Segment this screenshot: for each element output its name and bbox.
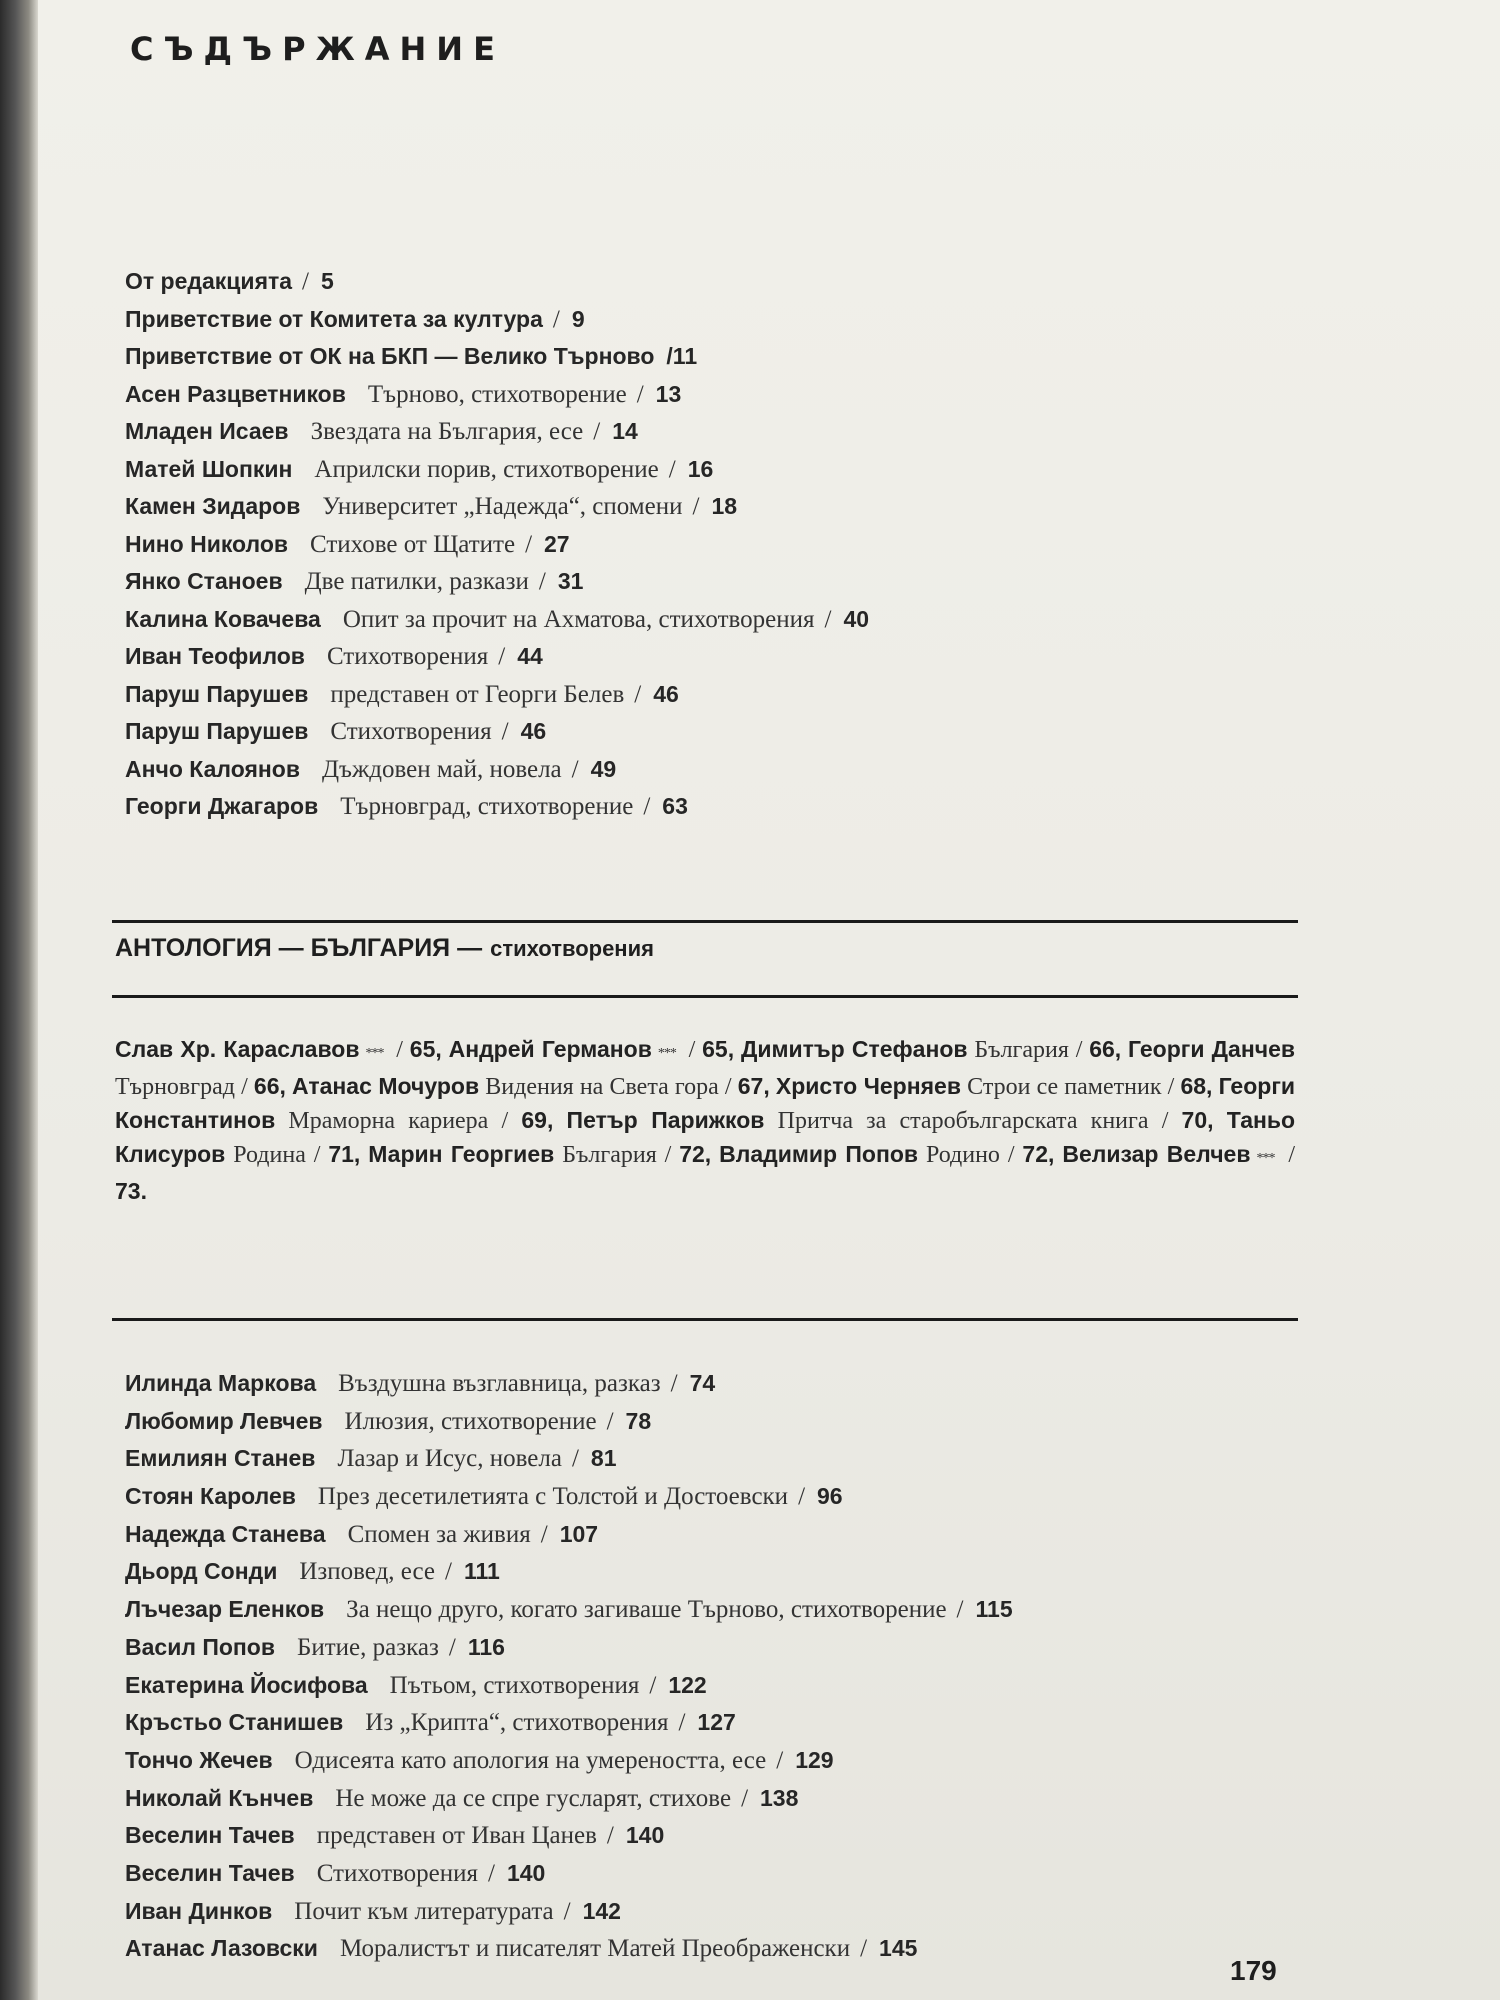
toc-entry [125, 301, 1275, 339]
toc-separator: / [798, 1483, 806, 1511]
toc-author: Паруш Парушев [125, 680, 309, 707]
toc-author: Васил Попов [125, 1633, 275, 1660]
anthology-author: Георги Данчев [1128, 1036, 1296, 1062]
toc-page: 46 [520, 718, 547, 744]
toc-page: 63 [662, 793, 688, 819]
toc-separator: / [445, 1558, 452, 1586]
anthology-entry: Петър Парижков Притча за старобългарската книга / 70, [566, 1107, 1214, 1134]
anthology-work: Родино [925, 1142, 1000, 1168]
toc-separator: / [956, 1596, 964, 1624]
toc-separator: / [776, 1746, 784, 1774]
toc-work: Илюзия, стихотворение [344, 1407, 597, 1435]
anthology-entry: Велизар Велчев *** / 73. [115, 1141, 1296, 1204]
anthology-work: Мраморна кариера [288, 1108, 489, 1134]
page-title: СЪДЪРЖАНИЕ [130, 30, 505, 68]
toc-entry [125, 1440, 1275, 1478]
toc-author: Младен Исаев [125, 418, 289, 444]
toc-entry [125, 1478, 1275, 1516]
toc-separator: / [670, 1370, 678, 1397]
anthology-author: Слав Хр. Караславов [115, 1036, 360, 1062]
toc-separator: / [540, 1520, 548, 1548]
toc-work: Битие, разказ [297, 1633, 439, 1661]
toc-separator: / [606, 1407, 614, 1435]
anthology-entry: Димитър Стефанов България / 66, [740, 1036, 1122, 1063]
anthology-page: 66, [253, 1073, 286, 1099]
toc-author: Лъчезар Еленков [125, 1596, 325, 1623]
toc-entry [125, 751, 1275, 789]
toc-block-bottom [125, 1365, 1275, 1968]
toc-separator: / [571, 755, 579, 783]
toc-separator: / [593, 418, 601, 445]
anthology-work: България [974, 1037, 1069, 1063]
anthology-entry: Георги Данчев Търновград / 66, [115, 1036, 1296, 1100]
toc-work: Стихотворения [330, 718, 492, 745]
toc-entry [125, 263, 1275, 301]
anthology-author: Марин Георгиев [368, 1141, 555, 1167]
toc-separator: / [860, 1935, 868, 1963]
anthology-work: *** [657, 1046, 676, 1061]
toc-entry [125, 676, 1275, 714]
toc-page: 31 [557, 568, 584, 594]
anthology-author: Атанас Мочуров [292, 1073, 480, 1099]
toc-work: Звездата на България, есе [310, 418, 584, 445]
anthology-entry: Георги Константинов Мраморна кариера / 69, [115, 1073, 1296, 1134]
section-title: АНТОЛОГИЯ — БЪЛГАРИЯ — [115, 934, 483, 962]
toc-separator: / [571, 1445, 579, 1473]
toc-separator: / [678, 1709, 686, 1737]
anthology-entry: Андрей Германов *** / 65, [448, 1036, 735, 1063]
toc-separator: / [606, 1822, 614, 1850]
toc-work: представен от Иван Цанев [316, 1822, 597, 1850]
toc-entry [125, 1742, 1275, 1780]
anthology-entry: Атанас Мочуров Видения на Света гора / 67, [292, 1073, 770, 1100]
toc-author: Атанас Лазовски [125, 1935, 318, 1962]
toc-author: От редакцията [125, 268, 293, 294]
toc-author: Николай Кънчев [125, 1784, 314, 1811]
anthology-page: 69, [521, 1107, 554, 1133]
anthology-author: Георги Константинов [115, 1073, 1296, 1133]
toc-work: Стихове от Щатите [310, 530, 516, 558]
toc-page: 116 [467, 1633, 505, 1660]
toc-work: Търново, стихотворение [367, 380, 627, 408]
toc-author: Веселин Тачев [125, 1859, 295, 1886]
anthology-page: 73. [115, 1178, 147, 1204]
toc-page: 111 [463, 1558, 500, 1585]
toc-separator: / [552, 305, 560, 333]
toc-separator: / [692, 493, 700, 520]
toc-author: Иван Теофилов [125, 643, 305, 669]
toc-separator: / [525, 530, 533, 558]
toc-page: 5 [321, 268, 334, 294]
toc-page: 127 [697, 1709, 736, 1736]
toc-author: Нино Николов [125, 530, 289, 557]
toc-entry [125, 563, 1275, 601]
toc-entry [125, 1667, 1275, 1705]
anthology-entry: Слав Хр. Караславов *** / 65, [115, 1036, 442, 1063]
anthology-author: Димитър Стефанов [740, 1036, 968, 1062]
toc-author: Надежда Станева [125, 1520, 326, 1547]
toc-work: За нещо друго, когато загиваше Търново, стихотворение [346, 1596, 947, 1624]
toc-separator: / [448, 1633, 456, 1661]
toc-page: 145 [879, 1935, 918, 1962]
toc-page: 138 [760, 1784, 799, 1811]
toc-work: Из „Крипта“, стихотворения [365, 1709, 669, 1737]
toc-work: Дъждовен май, новела [321, 755, 562, 783]
anthology-entry: Владимир Попов Родино / 72, [719, 1141, 1055, 1168]
anthology-author: Владимир Попов [719, 1141, 919, 1167]
toc-separator: / [498, 643, 506, 670]
toc-page: 40 [843, 605, 870, 632]
section-subtitle: стихотворения [490, 936, 654, 961]
section-divider [112, 1318, 1298, 1321]
toc-page: 13 [655, 380, 682, 407]
section-divider [112, 995, 1298, 998]
anthology-page: 72, [679, 1141, 712, 1167]
toc-page: 129 [795, 1746, 834, 1773]
toc-separator: / [302, 268, 309, 295]
section-heading [115, 934, 654, 963]
toc-author: Асен Разцветников [125, 380, 346, 407]
toc-page: 140 [506, 1859, 546, 1886]
anthology-author: Таньо Клисуров [115, 1107, 1296, 1167]
toc-author: Любомир Левчев [125, 1407, 323, 1434]
anthology-work: Видения на Света гора [485, 1074, 719, 1100]
anthology-entry: Марин Георгиев България / 72, [368, 1141, 712, 1168]
toc-page: 44 [517, 643, 543, 669]
anthology-page: 66, [1089, 1036, 1122, 1062]
toc-entry [125, 713, 1275, 751]
toc-author: Тончо Жечев [125, 1746, 273, 1773]
toc-entry [125, 1893, 1275, 1931]
anthology-paragraph [115, 1033, 1295, 1209]
toc-page: 107 [559, 1520, 599, 1547]
toc-page: 96 [817, 1483, 843, 1510]
anthology-work: България [562, 1142, 657, 1168]
toc-author: Анчо Калоянов [125, 755, 300, 782]
anthology-page: 70, [1181, 1107, 1214, 1133]
toc-entry [125, 1855, 1275, 1893]
toc-separator: / [643, 793, 651, 820]
anthology-work: Търновград [115, 1074, 235, 1100]
toc-entry [125, 376, 1275, 414]
toc-page: 49 [590, 755, 617, 782]
toc-entry [125, 1817, 1275, 1855]
toc-entry [125, 1516, 1275, 1554]
toc-author: Веселин Тачев [125, 1822, 295, 1849]
toc-entry [125, 1629, 1275, 1667]
toc-page: 27 [544, 530, 570, 557]
toc-entry [125, 638, 1275, 676]
toc-entry [125, 451, 1275, 489]
toc-author: Янко Станоев [125, 568, 283, 594]
toc-separator: / [636, 380, 644, 408]
toc-work: Не може да се спре гусларят, стихове [335, 1784, 732, 1812]
toc-entry [125, 1365, 1275, 1403]
toc-separator: / [649, 1671, 657, 1699]
toc-page: 78 [625, 1407, 652, 1434]
section-divider [112, 920, 1298, 923]
toc-page: 9 [571, 305, 585, 332]
toc-entry [125, 1403, 1275, 1441]
toc-separator: / [634, 680, 642, 708]
toc-work: Въздушна възглавница, разказ [338, 1370, 661, 1397]
toc-work: Изповед, есе [299, 1558, 436, 1586]
toc-work: Университет „Надежда“, спомени [322, 493, 683, 520]
toc-work: Стихотворения [326, 643, 489, 670]
anthology-work: *** [365, 1046, 384, 1061]
toc-separator: / [538, 568, 546, 595]
toc-author: Георги Джагаров [125, 793, 319, 819]
anthology-page: 65, [409, 1036, 442, 1062]
toc-page: 74 [689, 1370, 716, 1396]
anthology-work: Строи се паметник [967, 1074, 1162, 1100]
anthology-page: 71, [328, 1141, 361, 1167]
toc-page: 122 [668, 1671, 707, 1698]
toc-separator: / [741, 1784, 749, 1812]
anthology-work: Родина [233, 1142, 306, 1168]
toc-author: Емилиян Станев [125, 1445, 316, 1472]
toc-work: Почит към литературата [294, 1897, 554, 1925]
anthology-page: 72, [1022, 1141, 1055, 1167]
toc-page: 140 [625, 1822, 665, 1849]
toc-page: 14 [612, 418, 638, 444]
toc-work: Стихотворения [316, 1859, 478, 1887]
toc-separator: / [668, 455, 676, 483]
toc-author: Стоян Каролев [125, 1483, 296, 1510]
toc-author: Матей Шопкин [125, 455, 293, 482]
toc-author: Илинда Маркова [125, 1370, 317, 1396]
anthology-work: *** [1256, 1151, 1275, 1166]
toc-work: Спомен за живия [347, 1520, 531, 1548]
toc-page: 46 [653, 680, 679, 707]
anthology-author: Христо Черняев [775, 1073, 961, 1099]
anthology-entry: Таньо Клисуров Родина / 71, [115, 1107, 1296, 1168]
toc-page: 18 [711, 493, 738, 519]
anthology-page: 68, [1180, 1073, 1213, 1099]
toc-entry [125, 1780, 1275, 1818]
toc-entry [125, 1553, 1275, 1591]
toc-entry [125, 488, 1275, 526]
toc-author: Дьорд Сонди [125, 1558, 278, 1585]
toc-entry [125, 1930, 1275, 1968]
toc-entry [125, 338, 1275, 376]
anthology-entry: Христо Черняев Строи се паметник / 68, [775, 1073, 1213, 1100]
toc-author: Паруш Парушев [125, 718, 309, 744]
toc-separator: / [563, 1897, 571, 1925]
anthology-work: Притча за старобългарската книга [777, 1108, 1149, 1134]
toc-author: Екатерина Йосифова [125, 1671, 368, 1698]
toc-separator: / [824, 605, 832, 633]
toc-work: Опит за прочит на Ахматова, стихотворения [342, 605, 815, 633]
anthology-author: Петър Парижков [566, 1107, 765, 1133]
toc-work: През десетилетията с Толстой и Достоевски [317, 1483, 789, 1511]
toc-separator: / [501, 718, 509, 745]
toc-work: Лазар и Исус, новела [337, 1445, 562, 1473]
anthology-page: 67, [737, 1073, 770, 1099]
toc-author: Кръстьо Станишев [125, 1709, 344, 1736]
toc-author: Камен Зидаров [125, 493, 301, 519]
toc-entry [125, 1704, 1275, 1742]
toc-work: Пътьом, стихотворения [389, 1671, 640, 1699]
anthology-author: Велизар Велчев [1062, 1141, 1251, 1167]
toc-page: 142 [582, 1897, 621, 1924]
book-spine [0, 0, 38, 2000]
toc-work: Две патилки, разкази [304, 568, 529, 595]
anthology-author: Андрей Германов [448, 1036, 652, 1062]
toc-entry [125, 601, 1275, 639]
toc-entry [125, 1591, 1275, 1629]
toc-author: Калина Ковачева [125, 605, 321, 632]
toc-work: Одисеята като апология на умереността, есе [294, 1746, 767, 1774]
toc-page: 16 [687, 455, 714, 482]
toc-page: /11 [666, 343, 698, 369]
toc-work: Търновград, стихотворение [340, 793, 634, 820]
toc-entry [125, 413, 1275, 451]
toc-author: Приветствие от ОК на БКП — Велико Търново [125, 343, 655, 369]
toc-page: 81 [590, 1445, 617, 1472]
toc-work: Априлски порив, стихотворение [314, 455, 659, 483]
toc-page: 115 [975, 1596, 1013, 1623]
toc-block-top [125, 263, 1275, 826]
toc-separator: / [487, 1859, 495, 1887]
toc-work: представен от Георги Белев [330, 680, 625, 708]
page-number: 179 [1230, 1955, 1277, 1986]
toc-author: Приветствие от Комитета за култура [125, 305, 543, 332]
toc-author: Иван Динков [125, 1897, 273, 1924]
anthology-page: 65, [702, 1036, 735, 1062]
toc-entry [125, 788, 1275, 826]
toc-entry [125, 526, 1275, 564]
toc-work: Моралистът и писателят Матей Преображенски [339, 1935, 851, 1963]
